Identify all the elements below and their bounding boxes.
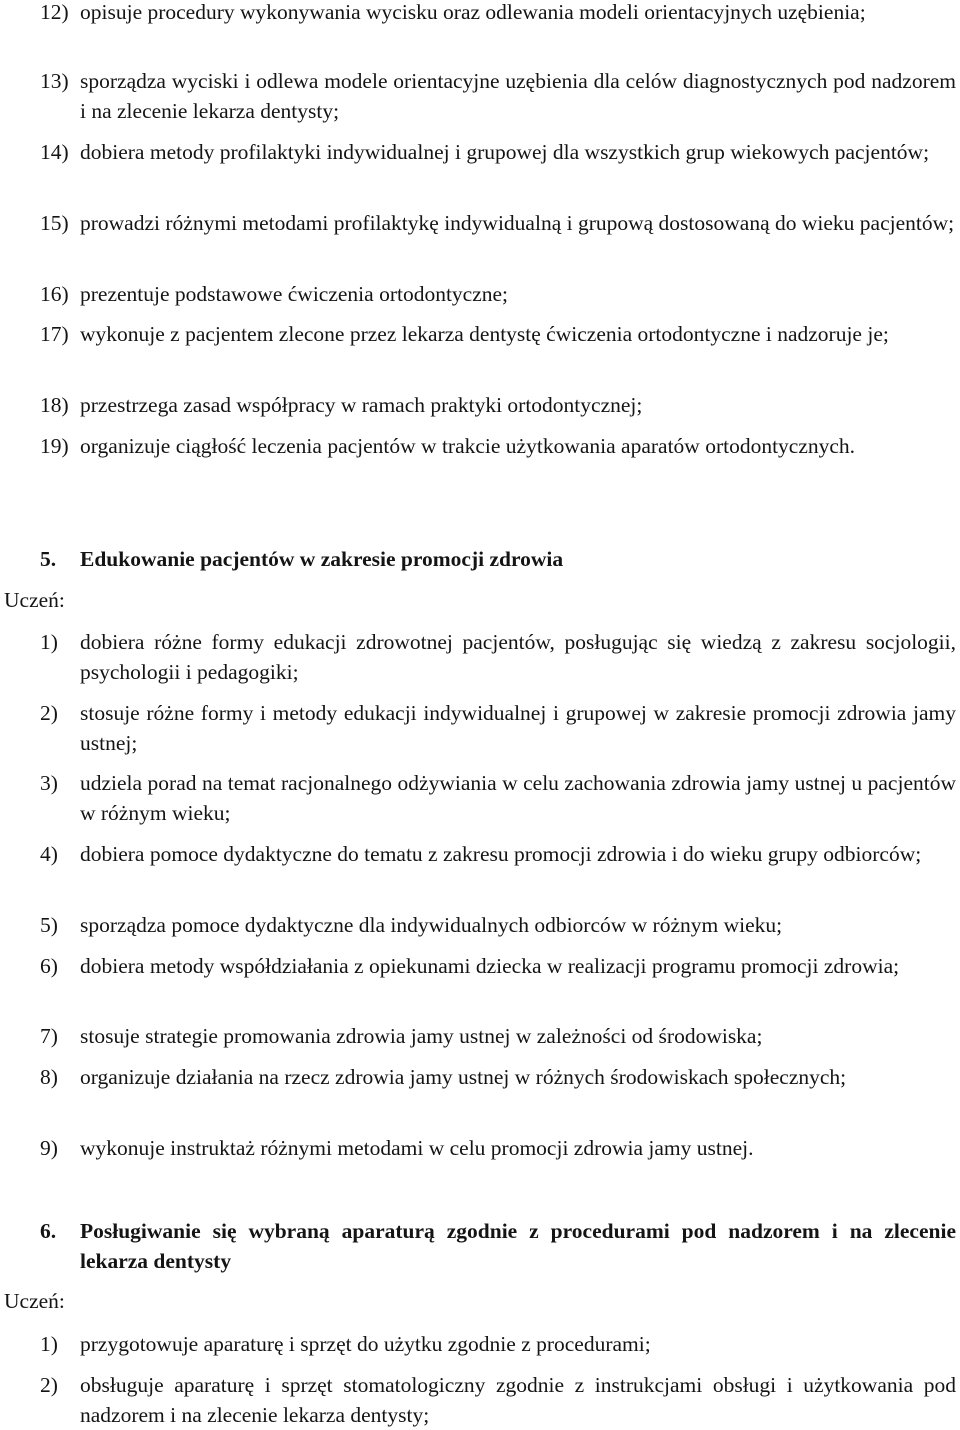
section-number: 6. — [40, 1219, 57, 1243]
list-item — [40, 137, 956, 167]
list-item-number: 19) — [40, 434, 69, 458]
list-item-number: 17) — [40, 322, 69, 346]
list-item-text: sporządza wyciski i odlewa modele orientacyjne uzębienia dla celów diagnostycznych pod nadzorem i na zlecenie lekarza dentysty; — [80, 69, 956, 123]
list-item-number: 16) — [40, 282, 69, 306]
list-item — [40, 390, 956, 420]
list-item-text: dobiera metody współdziałania z opiekunami dziecka w realizacji programu promocji zdrowia; — [80, 954, 900, 978]
list-item-text: stosuje strategie promowania zdrowia jamy ustnej w zależności od środowiska; — [80, 1024, 763, 1048]
list-item — [40, 1133, 956, 1163]
list-item — [40, 319, 956, 349]
list-item-text: wykonuje instruktaż różnymi metodami w celu promocji zdrowia jamy ustnej. — [80, 1136, 754, 1160]
list-item — [40, 768, 956, 828]
section-title: Edukowanie pacjentów w zakresie promocji zdrowia — [80, 547, 564, 571]
list-item-number: 15) — [40, 211, 69, 235]
list-item — [40, 1329, 956, 1359]
list-item — [40, 910, 956, 940]
list-item — [40, 0, 956, 27]
list-item-number: 5) — [40, 913, 58, 937]
list-item-text: przestrzega zasad współpracy w ramach praktyki ortodontycznej; — [80, 393, 643, 417]
section6-heading — [40, 1216, 956, 1276]
list-item — [40, 1062, 956, 1092]
list-item-number: 8) — [40, 1065, 58, 1089]
list-item-text: dobiera metody profilaktyki indywidualnej i grupowej dla wszystkich grup wiekowych pacjentów; — [80, 140, 930, 164]
section-title: Posługiwanie się wybraną aparaturą zgodnie z procedurami pod nadzorem i na zlecenie lekarza dentysty — [80, 1219, 956, 1273]
list-item-number: 9) — [40, 1136, 58, 1160]
list-item — [40, 66, 956, 126]
list-item-number: 14) — [40, 140, 69, 164]
list-item-text: wykonuje z pacjentem zlecone przez lekarza dentystę ćwiczenia ortodontyczne i nadzoruje je; — [80, 322, 889, 346]
list-item-number: 2) — [40, 701, 58, 725]
list-item-text: dobiera różne formy edukacji zdrowotnej pacjentów, posługując się wiedzą z zakresu socjologii, psychologii i pedagogiki; — [80, 630, 956, 684]
list-item-number: 12) — [40, 0, 69, 24]
list-item-text: udziela porad na temat racjonalnego odżywiania w celu zachowania zdrowia jamy ustnej u pacjentów w różnym wieku; — [80, 771, 956, 825]
list-item-number: 1) — [40, 630, 58, 654]
list-item — [40, 208, 956, 238]
list-item-text: dobiera pomoce dydaktyczne do tematu z zakresu promocji zdrowia i do wieku grupy odbiorców; — [80, 842, 922, 866]
student-label: Uczeń: — [4, 588, 65, 612]
list-item — [40, 431, 956, 461]
list-item — [40, 839, 956, 869]
list-item-number: 3) — [40, 771, 58, 795]
list-item — [40, 698, 956, 758]
list-item-number: 4) — [40, 842, 58, 866]
student-label: Uczeń: — [4, 1289, 65, 1313]
list-item — [40, 279, 956, 309]
list-item — [40, 951, 956, 981]
list-item-number: 13) — [40, 69, 69, 93]
list-item-text: prezentuje podstawowe ćwiczenia ortodontyczne; — [80, 282, 509, 306]
list-item — [40, 627, 956, 687]
list-item-text: obsługuje aparaturę i sprzęt stomatologiczny zgodnie z instrukcjami obsługi i użytkowania pod nadzorem i na zlecenie lekarza dentysty; — [80, 1373, 956, 1427]
list-item-text: opisuje procedury wykonywania wycisku oraz odlewania modeli orientacyjnych uzębienia; — [80, 0, 866, 24]
section5-heading — [40, 544, 956, 574]
list-item-number: 18) — [40, 393, 69, 417]
list-item-number: 2) — [40, 1373, 58, 1397]
list-item — [40, 1370, 956, 1430]
list-item-text: organizuje działania na rzecz zdrowia jamy ustnej w różnych środowiskach społecznych; — [80, 1065, 847, 1089]
list-item — [40, 1021, 956, 1051]
list-item-number: 7) — [40, 1024, 58, 1048]
list-item-number: 1) — [40, 1332, 58, 1356]
list-item-text: organizuje ciągłość leczenia pacjentów w trakcie użytkowania aparatów ortodontycznych. — [80, 434, 856, 458]
section-number: 5. — [40, 547, 57, 571]
list-item-number: 6) — [40, 954, 58, 978]
list-item-text: stosuje różne formy i metody edukacji indywidualnej i grupowej w zakresie promocji zdrowia jamy ustnej; — [80, 701, 956, 755]
list-item-text: przygotowuje aparaturę i sprzęt do użytku zgodnie z procedurami; — [80, 1332, 651, 1356]
list-item-text: prowadzi różnymi metodami profilaktykę indywidualną i grupową dostosowaną do wieku pacjentów; — [80, 211, 955, 235]
list-item-text: sporządza pomoce dydaktyczne dla indywidualnych odbiorców w różnym wieku; — [80, 913, 783, 937]
